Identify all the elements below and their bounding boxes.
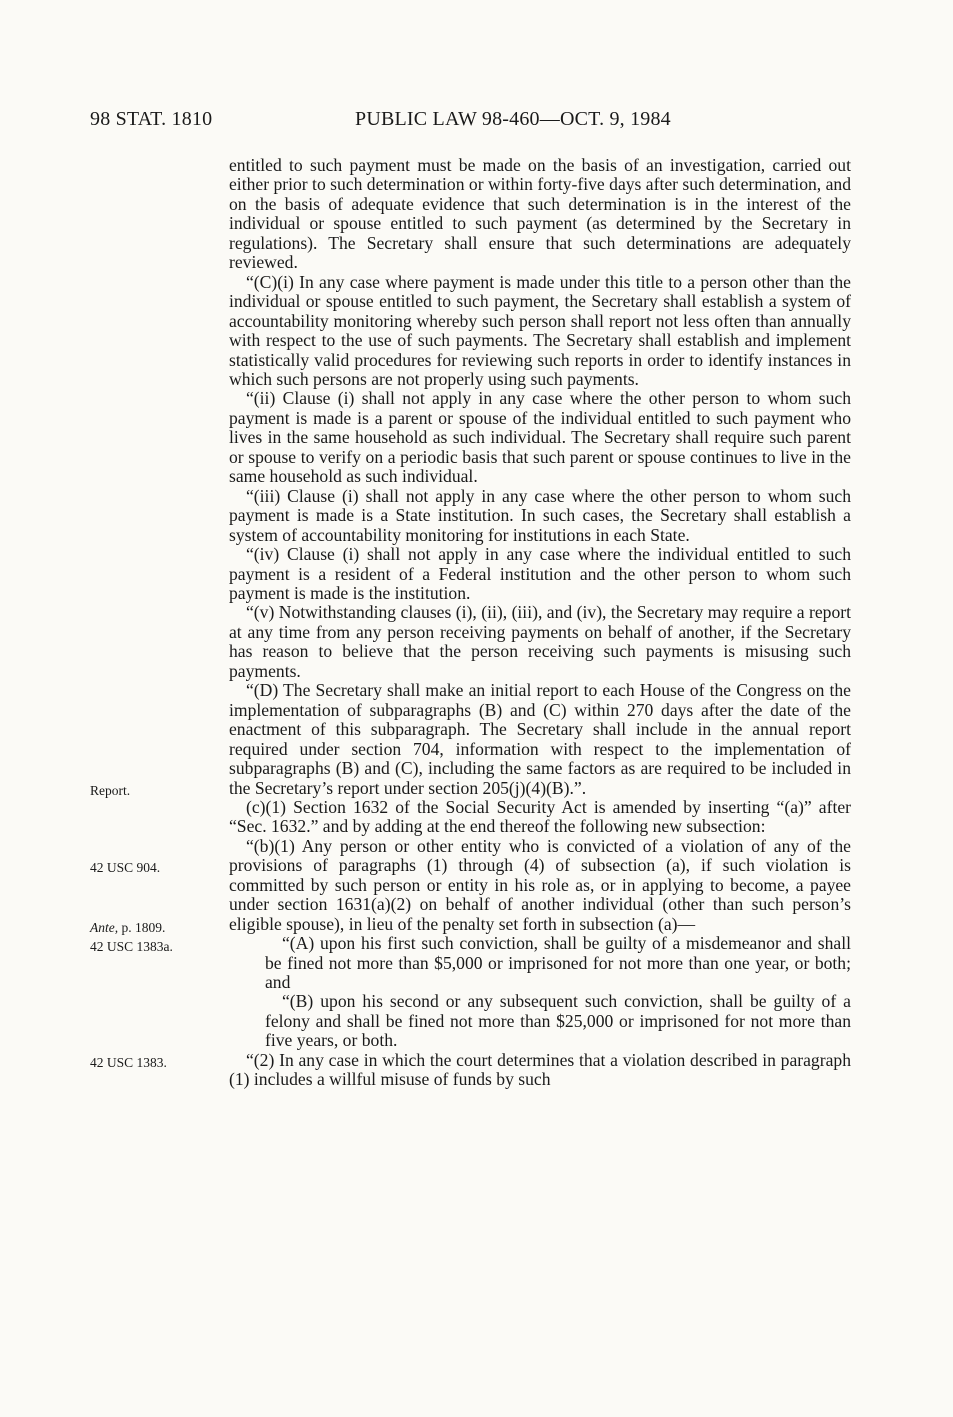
paragraph-c-ii: “(ii) Clause (i) shall not apply in any case where the other person to whom such payment is made is a parent or spouse of the individual entitled to such payment who lives in the same household as such individual. The Secretary shall require such parent or spouse to verify on a periodic basis that such parent or spouse continues to live in the same household as such individual.	[229, 388, 851, 487]
margin-note-usc-1383a: 42 USC 1383a.	[90, 939, 173, 954]
paragraph-c-v: “(v) Notwithstanding clauses (i), (ii), (iii), and (iv), the Secretary may require a report at any time from any person receiving payments on behalf of another, if the Secretary has reason to believe that the person receiving such payments is misusing such payments.	[229, 602, 851, 681]
paragraph-c-i: “(C)(i) In any case where payment is made under this title to a person other than the individual or spouse entitled to such payment, the Secretary shall establish a system of accountability monitoring whereby such person shall report not less often than annually with respect to the use of such payments. The Secretary shall establish and implement statistically valid procedures for reviewing such reports in order to identify instances in which such persons are not properly using such payments.	[229, 271, 851, 389]
paragraph-b1: “(b)(1) Any person or other entity who is convicted of a violation of any of the provisions of paragraphs (1) through (4) of subsection (a), if such violation is committed by such person or entity in his role as, or in applying to become, a payee under section 1631(a)(2) on behalf of another individual (other than such person’s eligible spouse), in lieu of the penalty set forth in subsection (a)—	[229, 835, 851, 934]
margin-note-usc-1383: 42 USC 1383.	[90, 1055, 167, 1070]
margin-note-report: Report.	[90, 783, 131, 798]
paragraph-c-iii: “(iii) Clause (i) shall not apply in any case where the other person to whom such payment is made is a State institution. In such cases, the Secretary shall establish a system of accountability monitoring for institutions in each State.	[229, 485, 851, 545]
paragraph-c-iv: “(iv) Clause (i) shall not apply in any case where the individual entitled to such payment is a resident of a Federal institution and the other person to whom such payment is made is the institution.	[229, 544, 851, 603]
page-header-title: PUBLIC LAW 98-460—OCT. 9, 1984	[355, 108, 671, 130]
paragraph-2: “(2) In any case in which the court determines that a violation described in paragraph (1) includes a willful misuse of funds by such	[229, 1049, 851, 1090]
subparagraph-a: “(A) upon his first such conviction, shall be guilty of a misdemeanor and shall be fined not more than $5,000 or imprisoned for not more than one year, or both; and	[265, 933, 851, 993]
statute-body	[229, 156, 851, 1090]
page-header-left: 98 STAT. 1810	[90, 108, 213, 130]
margin-note-ante	[90, 920, 165, 936]
margin-note-ante-italic: Ante,	[90, 920, 119, 935]
paragraph-continuation: entitled to such payment must be made on the basis of an investigation, carried out either prior to such determination or within forty-five days after such determination, and on the basis of adequate evidence that such determination is in the interest of the individual or spouse entitled to such payment (as determined by the Secretary in regulations). The Secretary shall ensure that such determinations are adequately reviewed.	[229, 155, 851, 273]
margin-note-ante-text: p. 1809.	[118, 920, 166, 935]
subparagraph-b: “(B) upon his second or any subsequent such conviction, shall be guilty of a felony and shall be fined not more than $25,000 or imprisoned for not more than five years, or both.	[265, 991, 851, 1051]
paragraph-section-c1: (c)(1) Section 1632 of the Social Security Act is amended by inserting “(a)” after “Sec. 1632.” and by adding at the end thereof the following new subsection:	[229, 796, 851, 837]
paragraph-d: “(D) The Secretary shall make an initial report to each House of the Congress on the implementation of subparagraphs (B) and (C) within 270 days after the date of the enactment of this subparagraph. The Secretary shall include in the annual report required under section 704, information with respect to the implementation of subparagraphs (B) and (C), including the same factors as are required to be included in the Secretary’s report under section 205(j)(4)(B).”.	[229, 680, 851, 798]
margin-note-usc-904: 42 USC 904.	[90, 860, 161, 875]
